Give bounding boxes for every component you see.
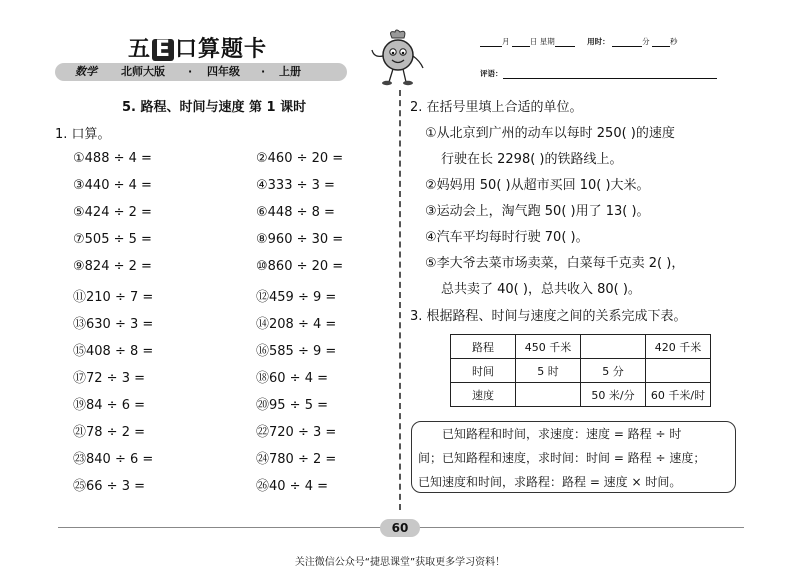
month-blank[interactable] xyxy=(480,37,502,47)
formula-line: 间；已知路程和速度，求时间：时间 = 路程 ÷ 速度； xyxy=(418,451,706,465)
table-cell: 60 千米/时 xyxy=(646,383,711,407)
comment-blank[interactable] xyxy=(503,69,717,79)
date-time-line xyxy=(480,36,677,47)
edition-label: 北师大版 xyxy=(121,65,165,78)
calc-item: ①488 ÷ 4 = xyxy=(73,151,152,166)
table-row xyxy=(451,359,711,383)
table-cell: 450 千米 xyxy=(516,335,581,359)
table-cell: 5 时 xyxy=(516,359,581,383)
subject-label: 数学 xyxy=(75,65,97,78)
table-cell-blank[interactable] xyxy=(646,359,711,383)
day-label: 日 xyxy=(529,37,538,46)
relation-table xyxy=(450,334,711,407)
title-e-badge: E xyxy=(152,39,174,61)
calc-item: ⑬630 ÷ 3 = xyxy=(73,317,154,332)
calc-item: ⑦505 ÷ 5 = xyxy=(73,232,152,247)
table-cell: 路程 xyxy=(451,335,516,359)
volume-label: 上册 xyxy=(279,65,301,78)
q2-line: 行驶在长 2298( )的铁路线上。 xyxy=(441,152,623,167)
calc-item: ㉖40 ÷ 4 = xyxy=(256,479,328,494)
calc-item: ㉑78 ÷ 2 = xyxy=(73,425,145,440)
calc-item: ⑳95 ÷ 5 = xyxy=(256,398,328,413)
q3-label: 3. 根据路程、时间与速度之间的关系完成下表。 xyxy=(410,309,687,324)
table-cell: 420 千米 xyxy=(646,335,711,359)
comment-label: 评语： xyxy=(480,69,503,78)
calc-item: ⑤424 ÷ 2 = xyxy=(73,205,152,220)
time-used-label: 用时： xyxy=(587,37,610,46)
table-cell-blank[interactable] xyxy=(581,335,646,359)
calc-item: ⑲84 ÷ 6 = xyxy=(73,398,145,413)
calc-item: ⑫459 ÷ 9 = xyxy=(256,290,337,305)
separator: · xyxy=(188,65,193,78)
page-title xyxy=(128,32,267,63)
mascot-icon xyxy=(362,28,432,88)
q2-label: 2. 在括号里填上合适的单位。 xyxy=(410,100,583,115)
month-label: 月 xyxy=(502,37,510,46)
day-blank[interactable] xyxy=(512,37,530,47)
q2-line: ①从北京到广州的动车以每时 250( )的速度 xyxy=(425,126,675,141)
table-cell-blank[interactable] xyxy=(516,383,581,407)
calc-item: ⑥448 ÷ 8 = xyxy=(256,205,335,220)
table-cell: 50 米/分 xyxy=(581,383,646,407)
q1-label: 1. 口算。 xyxy=(55,127,111,142)
weekday-blank[interactable] xyxy=(555,37,575,47)
formula-box xyxy=(411,421,736,493)
q2-line: ②妈妈用 50( )从超市买回 10( )大米。 xyxy=(425,178,650,193)
lesson-title: 5. 路程、时间与速度 第 1 课时 xyxy=(122,100,307,115)
column-divider xyxy=(399,90,401,510)
calc-item: ③440 ÷ 4 = xyxy=(73,178,152,193)
minutes-blank[interactable] xyxy=(612,37,642,47)
minutes-label: 分 xyxy=(642,37,650,46)
page-number: 60 xyxy=(380,519,420,537)
calc-item: ⑪210 ÷ 7 = xyxy=(73,290,154,305)
table-cell: 时间 xyxy=(451,359,516,383)
formula-line: 已知路程和时间，求速度：速度 = 路程 ÷ 时 xyxy=(442,427,682,441)
calc-item: ⑰72 ÷ 3 = xyxy=(73,371,145,386)
footer-note: 关注微信公众号“捷思课堂”获取更多学习资料！ xyxy=(294,557,506,568)
seconds-blank[interactable] xyxy=(652,37,670,47)
calc-item: ⑨824 ÷ 2 = xyxy=(73,259,152,274)
calc-item: ④333 ÷ 3 = xyxy=(256,178,335,193)
calc-item: ㉒720 ÷ 3 = xyxy=(256,425,337,440)
calc-item: ㉔780 ÷ 2 = xyxy=(256,452,337,467)
table-row xyxy=(451,335,711,359)
title-part: 口算题卡 xyxy=(175,37,268,62)
subject-bar xyxy=(55,63,347,81)
table-cell: 5 分 xyxy=(581,359,646,383)
q2-line: ⑤李大爷去菜市场卖菜，白菜每千克卖 2( )， xyxy=(425,256,685,271)
weekday-label: 星期 xyxy=(539,37,555,46)
table-cell: 速度 xyxy=(451,383,516,407)
q2-line: ④汽车平均每时行驶 70( )。 xyxy=(425,230,589,245)
calc-item: ⑯585 ÷ 9 = xyxy=(256,344,337,359)
q2-line: 总共卖了 40( )，总共收入 80( )。 xyxy=(441,282,641,297)
table-row xyxy=(451,383,711,407)
separator: · xyxy=(261,65,266,78)
calc-item: ②460 ÷ 20 = xyxy=(256,151,344,166)
calc-item: ⑮408 ÷ 8 = xyxy=(73,344,154,359)
q2-line: ③运动会上，淘气跑 50( )用了 13( )。 xyxy=(425,204,650,219)
calc-item: ⑭208 ÷ 4 = xyxy=(256,317,337,332)
calc-item: ㉓840 ÷ 6 = xyxy=(73,452,154,467)
formula-line: 已知速度和时间，求路程：路程 = 速度 × 时间。 xyxy=(418,475,682,489)
calc-item: ㉕66 ÷ 3 = xyxy=(73,479,145,494)
comment-line xyxy=(480,68,717,79)
calc-item: ⑧960 ÷ 30 = xyxy=(256,232,344,247)
calc-item: ⑱60 ÷ 4 = xyxy=(256,371,328,386)
seconds-label: 秒 xyxy=(669,37,678,46)
grade-label: 四年级 xyxy=(207,65,240,78)
calc-item: ⑩860 ÷ 20 = xyxy=(256,259,344,274)
title-part: 五 xyxy=(128,37,152,62)
